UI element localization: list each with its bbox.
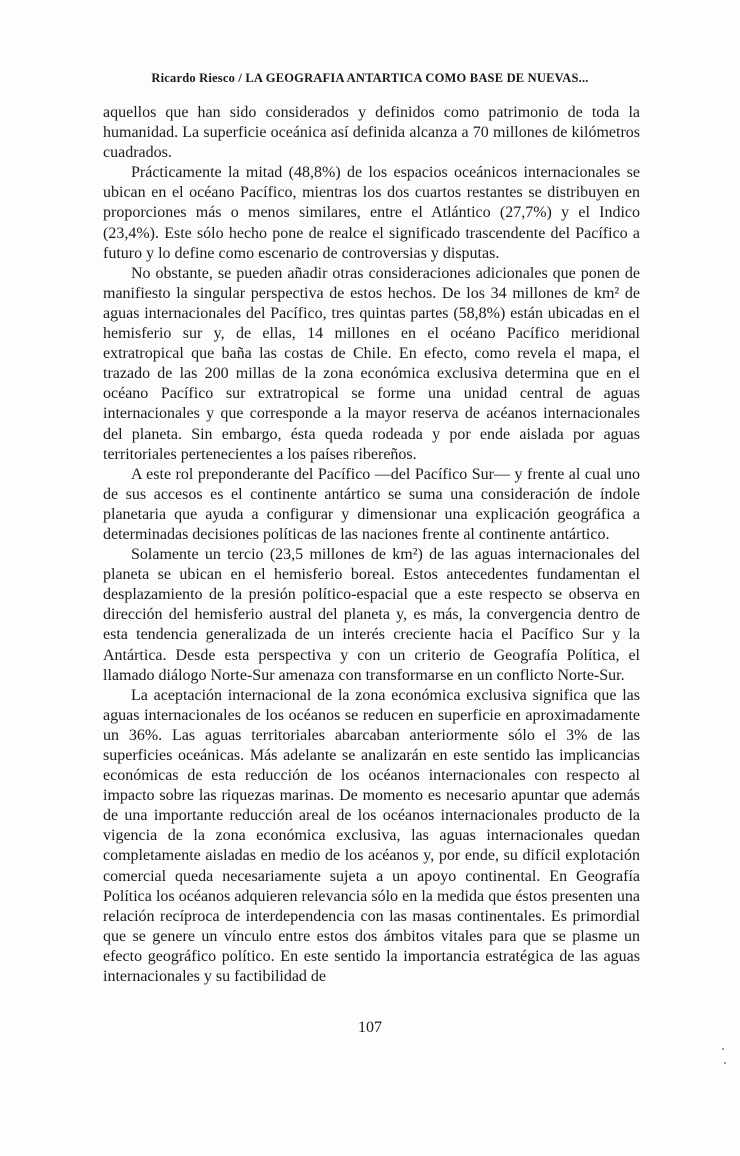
paragraph: A este rol preponderante del Pacífico —del Pacífico Sur— y frente al cual uno de sus accesos es el continente antártico se suma una consideración de índole planetaria que ayuda a configurar y dimensionar una explicación geográfica a determinadas decisiones políticas de las naciones frente al continente antártico. bbox=[103, 465, 640, 543]
running-header bbox=[0, 71, 740, 86]
paragraph: No obstante, se pueden añadir otras consideraciones adicionales que ponen de manifiesto la singular perspectiva de estos hechos. De los 34 millones de km² de aguas internacionales del Pacífico, tres quintas partes (58,8%) están ubicadas en el hemisferio sur y, de ellas, 14 millones en el océano Pacífico meridional extratropical que baña las costas de Chile. En efecto, como revela el mapa, el trazado de las 200 millas de la zona económica exclusiva determina que en el océano Pacífico sur extratropical se forme una unidad central de aguas internacionales y que corresponde a la mayor reserva de acéanos internacionales del planeta. Sin embargo, ésta queda rodeada y por ende aislada por aguas territoriales pertenecientes a los países ribereños. bbox=[103, 264, 640, 463]
header-title: LA GEOGRAFIA ANTARTICA COMO BASE DE NUEVAS... bbox=[245, 71, 589, 85]
scan-speck bbox=[722, 1048, 724, 1050]
scan-speck bbox=[724, 1062, 726, 1064]
header-separator: / bbox=[235, 71, 246, 85]
paragraph: La aceptación internacional de la zona económica exclusiva significa que las aguas internacionales de los océanos se reducen en superficie en aproximadamente un 36%. Las aguas territoriales abarcaban anteriormente sólo el 3% de las superficies oceánicas. Más adelante se analizarán en este sentido las implicancias económicas de esta reducción de los océanos internacionales con respecto al impacto sobre las riquezas marinas. De momento es necesario apuntar que además de una importante reducción areal de los océanos internacionales producto de la vigencia de la zona económica exclusiva, las aguas internacionales quedan completamente aisladas en medio de los acéanos y, por ende, su difícil explotación comercial queda necesariamente sujeta a un apoyo continental. En Geografía Política los océanos adquieren relevancia sólo en la medida que éstos presenten una relación recíproca de interdependencia con las masas continentales. Es primordial que se genere un vínculo entre estos dos ámbitos vitales para que se plasme un efecto geográfico político. En este sentido la importancia estratégica de las aguas internacionales y su factibilidad de bbox=[103, 686, 640, 986]
paragraph: Solamente un tercio (23,5 millones de km²) de las aguas internacionales del planeta se ubican en el hemisferio boreal. Estos antecedentes fundamentan el desplazamiento de la presión político-espacial que a este respecto se observa en dirección del hemisferio austral del planeta y, es más, la convergencia dentro de esta tendencia generalizada de un interés creciente hacia el Pacífico Sur y la Antártica. Desde esta perspectiva y con un criterio de Geografía Política, el llamado diálogo Norte-Sur amenaza con transformarse en un conflicto Norte-Sur. bbox=[103, 546, 640, 684]
body-text bbox=[103, 103, 640, 987]
header-author: Ricardo Riesco bbox=[151, 71, 236, 85]
paragraph: aquellos que han sido considerados y definidos como patrimonio de toda la humanidad. La superficie oceánica así definida alcanza a 70 millones de kilómetros cuadrados. bbox=[103, 104, 640, 162]
paragraph: Prácticamente la mitad (48,8%) de los espacios oceánicos internacionales se ubican en el océano Pacífico, mientras los dos cuartos restantes se distribuyen en proporciones más o menos similares, entre el Atlántico (27,7%) y el Indico (23,4%). Este sólo hecho pone de realce el significado trascendente del Pacífico a futuro y lo define como escenario de controversias y disputas. bbox=[103, 164, 640, 262]
page-number: 107 bbox=[358, 1019, 382, 1036]
